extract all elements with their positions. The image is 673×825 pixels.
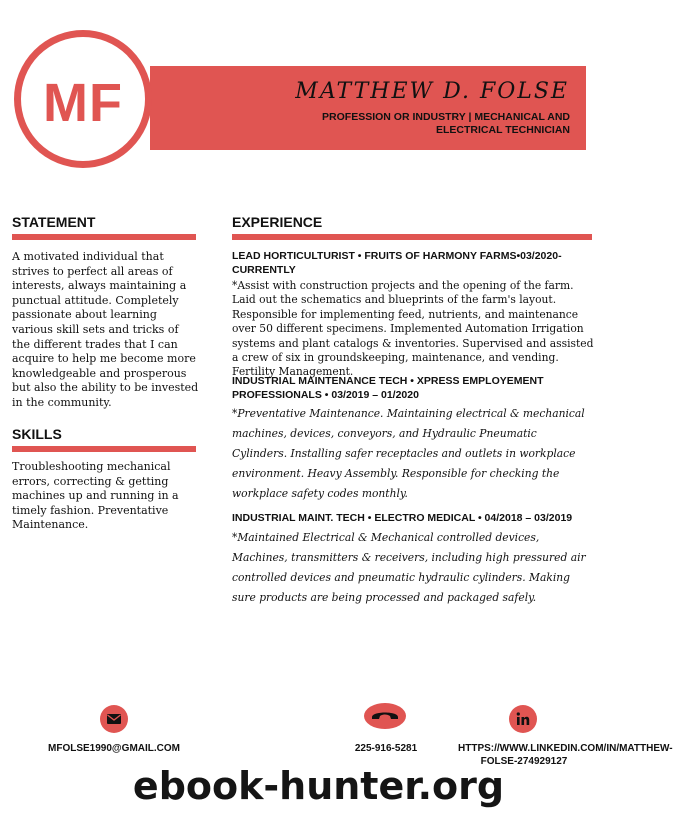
linkedin-icon[interactable]: [509, 705, 537, 733]
job-entry: [232, 512, 594, 608]
linkedin-link[interactable]: HTTPS://WWW.LINKEDIN.COM/IN/MATTHEW-FOLSE-274929127: [458, 743, 673, 767]
job-title: LEAD HORTICULTURIST • FRUITS OF HARMONY FARMS•03/2020-CURRENTLY: [232, 250, 562, 276]
profession: PROFESSION OR INDUSTRY | MECHANICAL AND ELECTRICAL TECHNICIAN: [322, 111, 570, 136]
envelope-icon[interactable]: [100, 705, 128, 733]
monogram-circle: [14, 30, 152, 168]
statement-heading: STATEMENT: [12, 214, 96, 230]
skills-heading: SKILLS: [12, 426, 62, 442]
job-title: INDUSTRIAL MAINTENANCE TECH • XPRESS EMPLOYEMENT PROFESSIONALS • 03/2019 – 01/2020: [232, 375, 544, 401]
phone-icon[interactable]: [364, 703, 406, 729]
statement-text: A motivated individual that strives to perfect all areas of interests, always maintaining a punctual attitude. Completely passionate about learning various skill sets and tricks of the different trades that I can acquire to help me become more knowledgeable and prosperous but also the ability to be invested in the community.: [12, 250, 199, 409]
experience-heading: EXPERIENCE: [232, 214, 323, 230]
watermark: ebook-hunter.org: [132, 764, 505, 808]
job-entry: [232, 375, 594, 504]
job-description: *Maintained Electrical & Mechanical controlled devices, Machines, transmitters & receivers, including high pressured air controlled devices and pneumatic hydraulic cylinders. Making sure products are being processed and packaged safely.: [232, 530, 586, 604]
job-entry: [232, 250, 594, 380]
job-title: INDUSTRIAL MAINT. TECH • ELECTRO MEDICAL • 04/2018 – 03/2019: [232, 512, 573, 524]
skills-rule: [12, 446, 196, 452]
job-description: *Assist with construction projects and the opening of the farm. Laid out the schematics and blueprints of the farm's layout. Responsible for implementing feed, nutrients, and maintenance over 50 different specimens. Implemented Automation Irrigation systems and plant catalogs & inventories. Supervised and assisted a crew of six in groundskeeping, maintenance, and vending. Fertility Management.: [232, 279, 594, 379]
full-name: MATTHEW D. FOLSE: [295, 79, 569, 104]
skills-text: Troubleshooting mechanical errors, correcting & getting machines up and running in a timely fashion. Preventative Maintenance.: [12, 460, 179, 532]
statement-rule: [12, 234, 196, 240]
email-link[interactable]: MFOLSE1990@GMAIL.COM: [48, 743, 180, 754]
monogram: MF: [43, 73, 123, 133]
phone-number[interactable]: 225-916-5281: [354, 743, 418, 754]
job-description: *Preventative Maintenance. Maintaining electrical & mechanical machines, devices, conveyors, and Hydraulic Pneumatic Cylinders. Installing safer receptacles and outlets in workplace environment. Heavy Assembly. Responsible for checking the workplace safety codes monthly.: [232, 407, 585, 500]
experience-rule: [232, 234, 592, 240]
